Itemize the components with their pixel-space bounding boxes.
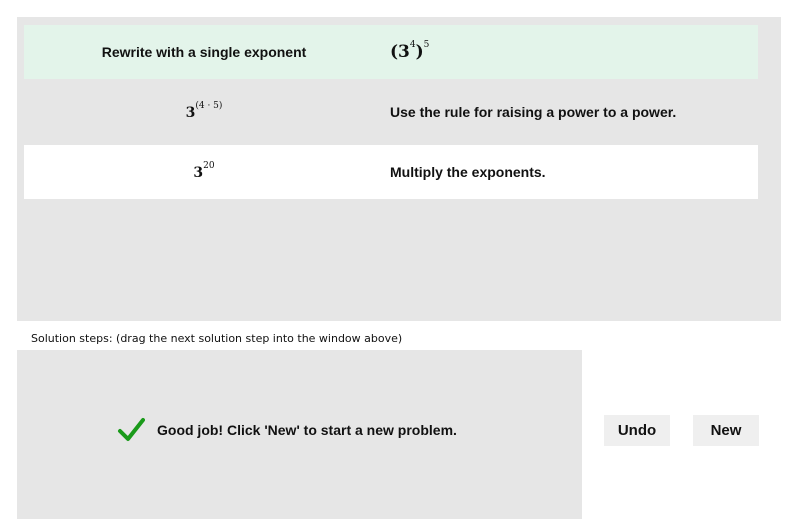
feedback-text: Good job! Click 'New' to start a new problem.: [157, 422, 457, 438]
solution-step-row: [24, 145, 758, 199]
problem-row: [24, 25, 758, 79]
problem-outer-exponent: 5: [423, 40, 430, 51]
problem-inner-exponent: 4: [409, 40, 416, 51]
instructions-text: Solution steps: (drag the next solution step into the window above): [31, 332, 403, 345]
problem-prompt: Rewrite with a single exponent: [101, 44, 307, 60]
step-base: 3: [185, 104, 196, 121]
step-math: [24, 100, 384, 121]
feedback-message: [117, 416, 457, 444]
problem-expression: $(3^4)^5$: [390, 40, 430, 62]
step-explanation: Use the rule for raising a power to a power.: [390, 104, 677, 120]
new-button[interactable]: New: [693, 415, 759, 446]
problem-base: 3: [398, 42, 410, 62]
undo-button[interactable]: Undo: [604, 415, 670, 446]
step-exponent: 20: [203, 160, 215, 171]
step-exponent: (4 · 5): [195, 100, 223, 111]
step-base: 3: [193, 164, 204, 181]
step-explanation: Multiply the exponents.: [390, 164, 546, 180]
step-math: [24, 160, 384, 181]
solution-steps-panel[interactable]: [17, 350, 582, 519]
solution-workspace[interactable]: [17, 17, 781, 321]
check-icon: [117, 416, 145, 444]
solution-step-row: [24, 81, 758, 143]
